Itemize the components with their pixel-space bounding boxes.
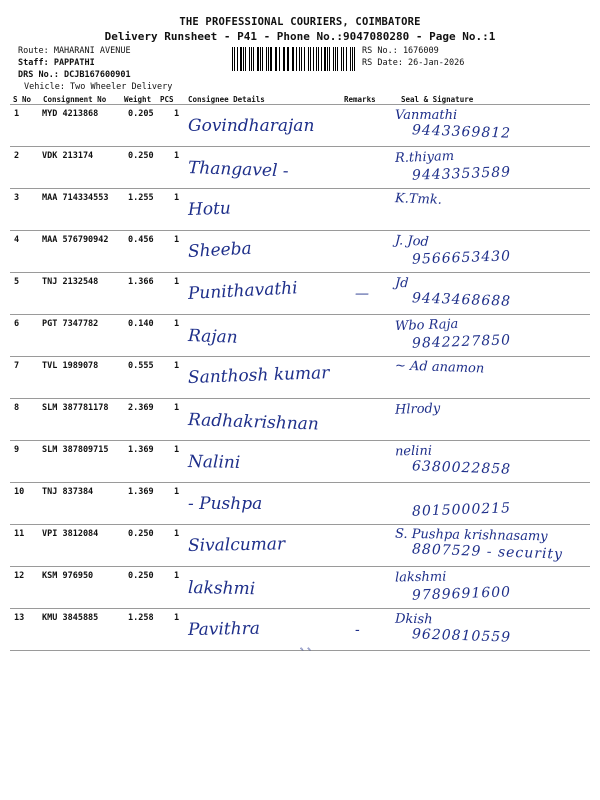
row-signature: Dkish [394,611,433,628]
row-signature: J. Jod [394,233,430,250]
barcode [232,47,358,71]
row-sno: 10 [14,487,25,497]
row-consignee-handwriting: lakshmi [187,578,256,600]
row-consignee-handwriting: Rajan [187,326,239,348]
row-consignment-no: TNJ 2132548 [42,277,99,287]
row-pcs: 1 [174,571,180,581]
row-weight: 0.140 [128,319,154,329]
row-signature: K.Tmk. [394,191,443,208]
rs-number: RS No.: 1676009 [362,46,439,56]
row-pcs: 1 [174,151,180,161]
row-consignment-no: SLM 387781178 [42,403,109,413]
row-signature: Jd [394,275,409,292]
row-weight: 1.369 [128,487,154,497]
row-phone-handwriting: 8015000215 [411,500,512,520]
row-remark: — [355,286,369,302]
row-consignment-no: SLM 387809715 [42,445,109,455]
row-weight: 0.250 [128,529,154,539]
row-pcs: 1 [174,403,180,413]
row-consignment-no: MYD 4213868 [42,109,99,119]
row-pcs: 1 [174,235,180,245]
row-consignee-handwriting: Sivalcumar [187,534,286,556]
row-weight: 0.555 [128,361,154,371]
row-consignment-no: KSM 976950 [42,571,94,581]
row-pcs: 1 [174,193,180,203]
col-pcs: PCS [160,95,174,104]
row-sno: 5 [14,277,20,287]
staff-line: Staff: PAPPATHI [18,58,95,68]
row-signature: R.thiyam [394,148,455,167]
col-seal: Seal & Signature [401,95,474,104]
row-rule [10,272,590,273]
row-rule [10,440,590,441]
row-rule [10,398,590,399]
col-consignment: Consignment No [43,95,107,104]
row-consignment-no: TNJ 837384 [42,487,94,497]
row-weight: 0.250 [128,571,154,581]
row-consignment-no: PGT 7347782 [42,319,99,329]
row-consignee-handwriting: Pavithra [187,618,261,640]
row-signature: Hlrody [394,401,441,418]
row-consignee-handwriting: Govindharajan [188,116,315,136]
row-pcs: 1 [174,529,180,539]
row-sno: 13 [14,613,25,623]
row-consignment-no: MAA 714334553 [42,193,109,203]
rs-date: RS Date: 26-Jan-2026 [362,58,465,68]
row-phone-handwriting: 9443353589 [411,164,512,184]
row-consignee-handwriting: Punithavathi [187,278,299,304]
row-consignment-no: KMU 3845885 [42,613,99,623]
col-remarks: Remarks [344,95,376,104]
row-weight: 1.369 [128,445,154,455]
row-consignee-handwriting: Thangavel - [187,158,289,182]
row-consignee-handwriting: Hotu [187,198,232,220]
col-sno: S No [13,95,32,104]
row-consignment-no: VPI 3812084 [42,529,99,539]
row-consignee-handwriting: - Pushpa [188,494,263,514]
row-phone-handwriting: 9620810559 [411,626,512,646]
vehicle-line: Vehicle: Two Wheeler Delivery [24,82,173,92]
row-pcs: 1 [174,109,180,119]
row-rule [10,314,590,315]
row-sno: 4 [14,235,20,245]
row-phone-handwriting: 8807529 - security [411,541,564,563]
row-pcs: 1 [174,277,180,287]
row-signature: lakshmi [394,569,447,586]
drs-line: DRS No.: DCJB167600901 [18,70,131,80]
row-phone-handwriting: 9842227850 [411,332,512,352]
row-rule [10,482,590,483]
row-consignment-no: MAA 576790942 [42,235,109,245]
row-rule [10,608,590,609]
header-rule [10,104,590,105]
row-rule [10,188,590,189]
row-weight: 2.369 [128,403,154,413]
row-sno: 3 [14,193,20,203]
row-sno: 8 [14,403,20,413]
row-weight: 1.366 [128,277,154,287]
row-sno: 7 [14,361,20,371]
row-pcs: 1 [174,445,180,455]
row-signature: Wbo Raja [394,316,459,335]
row-sno: 12 [14,571,25,581]
row-rule [10,356,590,357]
col-consignee: Consignee Details [188,95,265,104]
row-phone-handwriting: 6380022858 [411,458,512,478]
row-pcs: 1 [174,613,180,623]
row-signature: nelini [394,443,433,460]
row-pcs: 1 [174,487,180,497]
row-weight: 1.258 [128,613,154,623]
row-phone-handwriting: 9566653430 [411,248,512,268]
row-signature: ~ Ad anamon [394,358,485,377]
row-sno: 6 [14,319,20,329]
row-signature: Vanmathi [395,108,458,123]
stamp-scribble: ✎ ✎ [300,646,311,653]
col-weight: Weight [124,95,152,104]
row-sno: 9 [14,445,20,455]
row-rule [10,524,590,525]
row-phone-handwriting: 9789691600 [411,584,512,604]
row-rule [10,230,590,231]
row-pcs: 1 [174,361,180,371]
row-rule [10,566,590,567]
row-weight: 0.456 [128,235,154,245]
row-sno: 2 [14,151,20,161]
row-phone-handwriting: 9443369812 [411,122,512,142]
row-consignment-no: TVL 1989078 [42,361,99,371]
row-consignee-handwriting: Santhosh kumar [187,363,330,388]
runsheet-subtitle: Delivery Runsheet - P41 - Phone No.:9047080280 - Page No.:1 [104,30,496,43]
route-line: Route: MAHARANI AVENUE [18,46,131,56]
row-signature: S. Pushpa krishnasamy [394,526,548,545]
row-consignee-handwriting: Radhakrishnan [187,410,320,435]
row-sno: 1 [14,109,20,119]
row-weight: 0.205 [128,109,154,119]
row-rule [10,146,590,147]
row-weight: 0.250 [128,151,154,161]
row-phone-handwriting: 9443468688 [411,290,512,310]
row-consignment-no: VDK 213174 [42,151,94,161]
row-pcs: 1 [174,319,180,329]
company-title: THE PROFESSIONAL COURIERS, COIMBATORE [179,16,421,28]
row-sno: 11 [14,529,25,539]
row-remark: - [355,622,360,638]
row-consignee-handwriting: Sheeba [187,238,253,262]
row-consignee-handwriting: Nalini [187,452,241,473]
row-weight: 1.255 [128,193,154,203]
